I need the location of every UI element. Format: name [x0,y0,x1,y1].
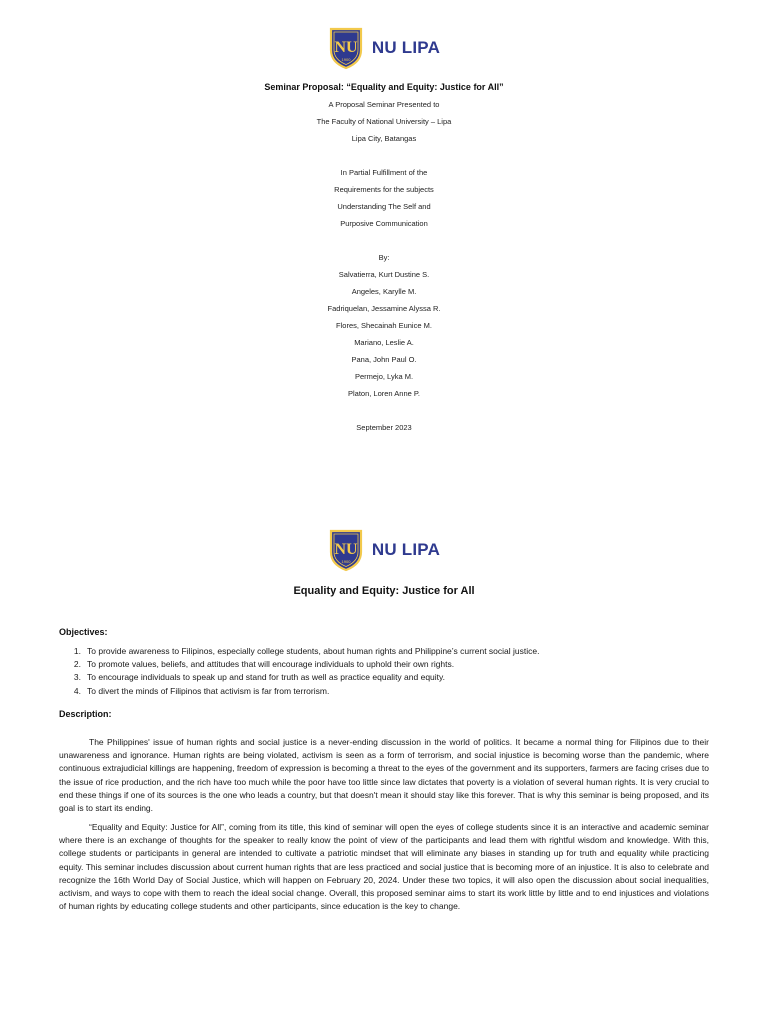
cover-text [0,79,768,436]
cover-title: Seminar Proposal: “Equality and Equity: Justice for All” [264,82,504,92]
author-name: Salvatierra, Kurt Dustine S. [338,270,430,279]
author-name: Permejo, Lyka M. [354,372,414,381]
crest-year: 1900 [341,559,351,564]
nu-crest-icon [328,26,364,70]
presented-line: Lipa City, Batangas [351,134,417,143]
list-item: 2. To promote values, beliefs, and attitudes that will encourage individuals to uphold their own rights. [73,659,455,670]
author-name: Angeles, Karylle M. [351,287,417,296]
cover-page [0,0,768,500]
objectives-heading: Objectives: [59,627,108,637]
list-item: 4. To divert the minds of Filipinos that activism is far from terrorism. [73,685,330,696]
description-paragraph: The Philippines' issue of human rights and social justice is a never-ending discussion in the world of politics. It became a normal thing for Filipinos due to their unawareness and ignorance. Human rights are being violated, activism is seen as a form of terrorism, and social injustice is becoming worse than the pandemic, where continuous extrajudicial killings are happening, freedom of expression is becoming a threat to the eyes of the government and its supporters, farmers are facing crises due to the issue of rice production, and the rich have too much while the poor have too little since law dictates that poverty is a violation of several human rights. It is very crucial to end these things if one of its sources is the one who leads a country, but that doesn't mean it should stay like this forever. That is why this seminar is being proposed, and its goal is to start its ending. [59,737,709,814]
fulfillment-line: Requirements for the subjects [334,185,434,194]
nu-crest-icon [328,528,364,572]
list-item: 1. To provide awareness to Filipinos, especially college students, about human rights and Philippine’s current social justice. [73,646,540,656]
author-name: Pana, John Paul O. [351,355,417,364]
document-title: Equality and Equity: Justice for All [293,585,475,597]
fulfillment-line: In Partial Fulfillment of the [340,168,428,177]
crest-letters: NU [334,39,358,56]
cover-date: September 2023 [356,423,412,432]
body-page [0,500,768,1024]
by-label: By: [378,253,390,262]
crest-letters: NU [334,541,358,558]
description-heading: Description: [59,709,112,719]
author-name: Flores, Shecainah Eunice M. [336,321,432,330]
objectives-list [59,645,719,698]
crest-year: 1900 [341,57,351,62]
description-paragraph: “Equality and Equity: Justice for All”, coming from its title, this kind of seminar will open the eyes of college students since it is an interactive and academic seminar where there is an exchange of thoughts for the speaker to really know the point of view of the participants and lead them with rightful wisdom and knowledge. With this, college students or participants in general are intended to cultivate a patriotic mindset that will eliminate any biases in standing up for truth and equality while practicing equity. This seminar includes discussion about current human rights that are less practiced and social justice that is becoming more of an injustice. It is also to celebrate and recognize the 16th World Day of Social Justice, which will happen on February 20, 2024. Under these two topics, it will also open the discussion about social inequalities, activism, and ways to cope with them to reach the ideal social change. Overall, this proposed seminar aims to start its work little by little and to end injustices and violations of human rights by educating college students and other participants, since education is the key to change. [59,822,709,912]
presented-line: The Faculty of National University – Lipa [316,117,452,126]
list-item: 3. To encourage individuals to speak up and stand for truth as well as practice equality and equity. [73,672,446,683]
fulfillment-line: Purposive Communication [340,219,428,228]
fulfillment-line: Understanding The Self and [337,202,431,211]
header-logo [0,26,768,70]
brand-name: NU LIPA [371,540,441,559]
header-logo [0,528,768,572]
author-name: Mariano, Leslie A. [354,338,414,347]
author-name: Platon, Loren Anne P. [347,389,420,398]
author-name: Fadriquelan, Jessamine Alyssa R. [327,304,441,313]
brand-name: NU LIPA [371,38,441,57]
presented-line: A Proposal Seminar Presented to [328,100,440,109]
